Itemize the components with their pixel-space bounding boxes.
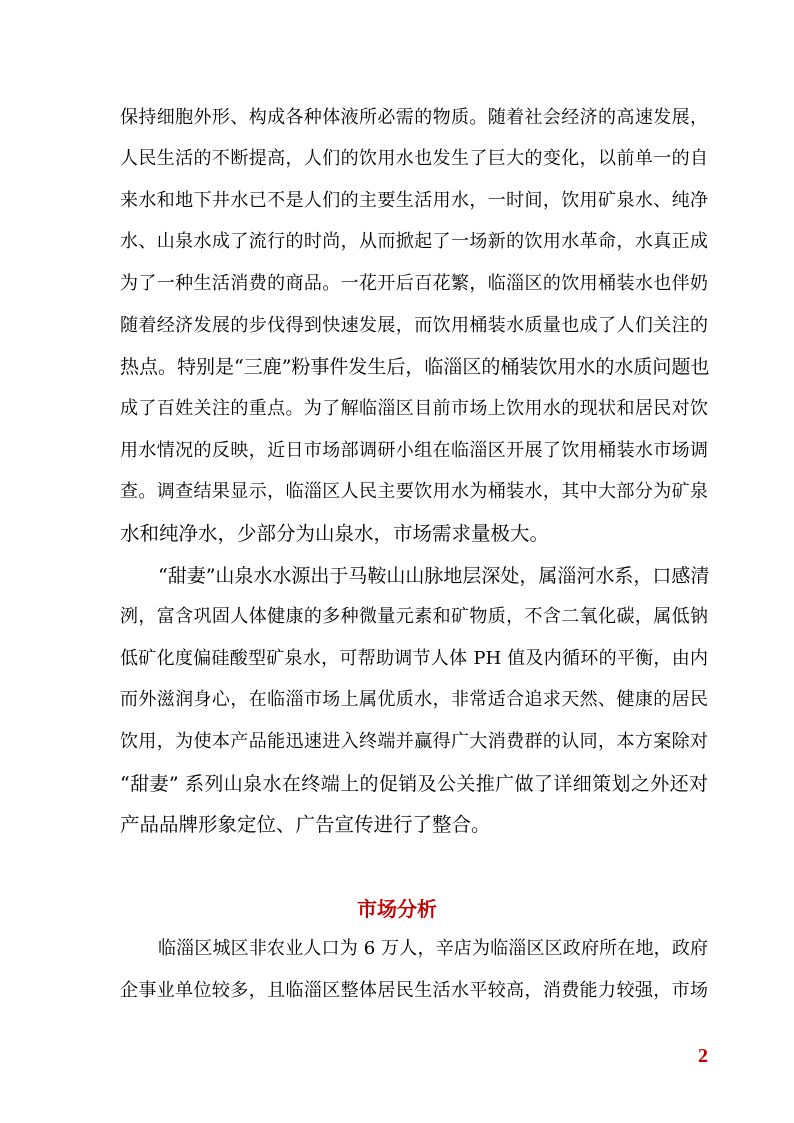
section-heading: 市场分析 xyxy=(357,897,437,921)
text-line: 饮用，为使本产品能迅速进入终端并赢得广大消费群的认同，本方案除对 xyxy=(120,731,708,752)
text-line: 水和纯净水，少部分为山泉水，市场需求量极大。 xyxy=(120,522,550,545)
text-line: 查。调查结果显示，临淄区人民主要饮用水为桶装水，其中大部分为矿泉 xyxy=(120,481,708,502)
text-line: 临淄区城区非农业人口为 6 万人，辛店为临淄区区政府所在地，政府 xyxy=(158,938,708,959)
text-line: 热点。特别是“三鹿”粉事件发生后，临淄区的桶装饮用水的水质问题也 xyxy=(120,356,710,378)
text-line: 为了一种生活消费的商品。一花开后百花繁，临淄区的饮用桶装水也伴奶 xyxy=(120,273,708,294)
text-line: 保持细胞外形、构成各种体液所必需的物质。随着社会经济的高速发展， xyxy=(120,107,708,128)
text-line: 企事业单位较多，且临淄区整体居民生活水平较高，消费能力较强，市场 xyxy=(120,980,708,1001)
page-number: 2 xyxy=(698,1045,708,1067)
text-line: 低矿化度偏硅酸型矿泉水，可帮助调节人体 PH 值及内循环的平衡，由内 xyxy=(120,648,708,669)
text-line: 用水情况的反映，近日市场部调研小组在临淄区开展了饮用桶装水市场调 xyxy=(120,440,708,461)
text-line: 成了百姓关注的重点。为了解临淄区目前市场上饮用水的现状和居民对饮 xyxy=(120,398,708,419)
text-line: “甜妻” 系列山泉水在终端上的促销及公关推广做了详细策划之外还对 xyxy=(120,773,708,795)
text-line: 水、山泉水成了流行的时尚，从而掀起了一场新的饮用水革命，水真正成 xyxy=(120,231,708,252)
text-line: 随着经济发展的步伐得到快速发展，而饮用桶装水质量也成了人们关注的 xyxy=(120,315,708,336)
text-line: 来水和地下井水已不是人们的主要生活用水，一时间，饮用矿泉水、纯净 xyxy=(120,190,708,211)
text-line: 洌，富含巩固人体健康的多种微量元素和矿物质，不含二氧化碳，属低钠 xyxy=(120,606,708,627)
text-line: 产品品牌形象定位、广告宣传进行了整合。 xyxy=(120,813,491,836)
text-line: 而外滋润身心，在临淄市场上属优质水，非常适合追求天然、健康的居民 xyxy=(120,689,708,710)
text-line: “甜妻”山泉水水源出于马鞍山山脉地层深处，属淄河水系，口感清 xyxy=(158,565,710,587)
text-line: 人民生活的不断提高，人们的饮用水也发生了巨大的变化，以前单一的自 xyxy=(120,148,708,169)
